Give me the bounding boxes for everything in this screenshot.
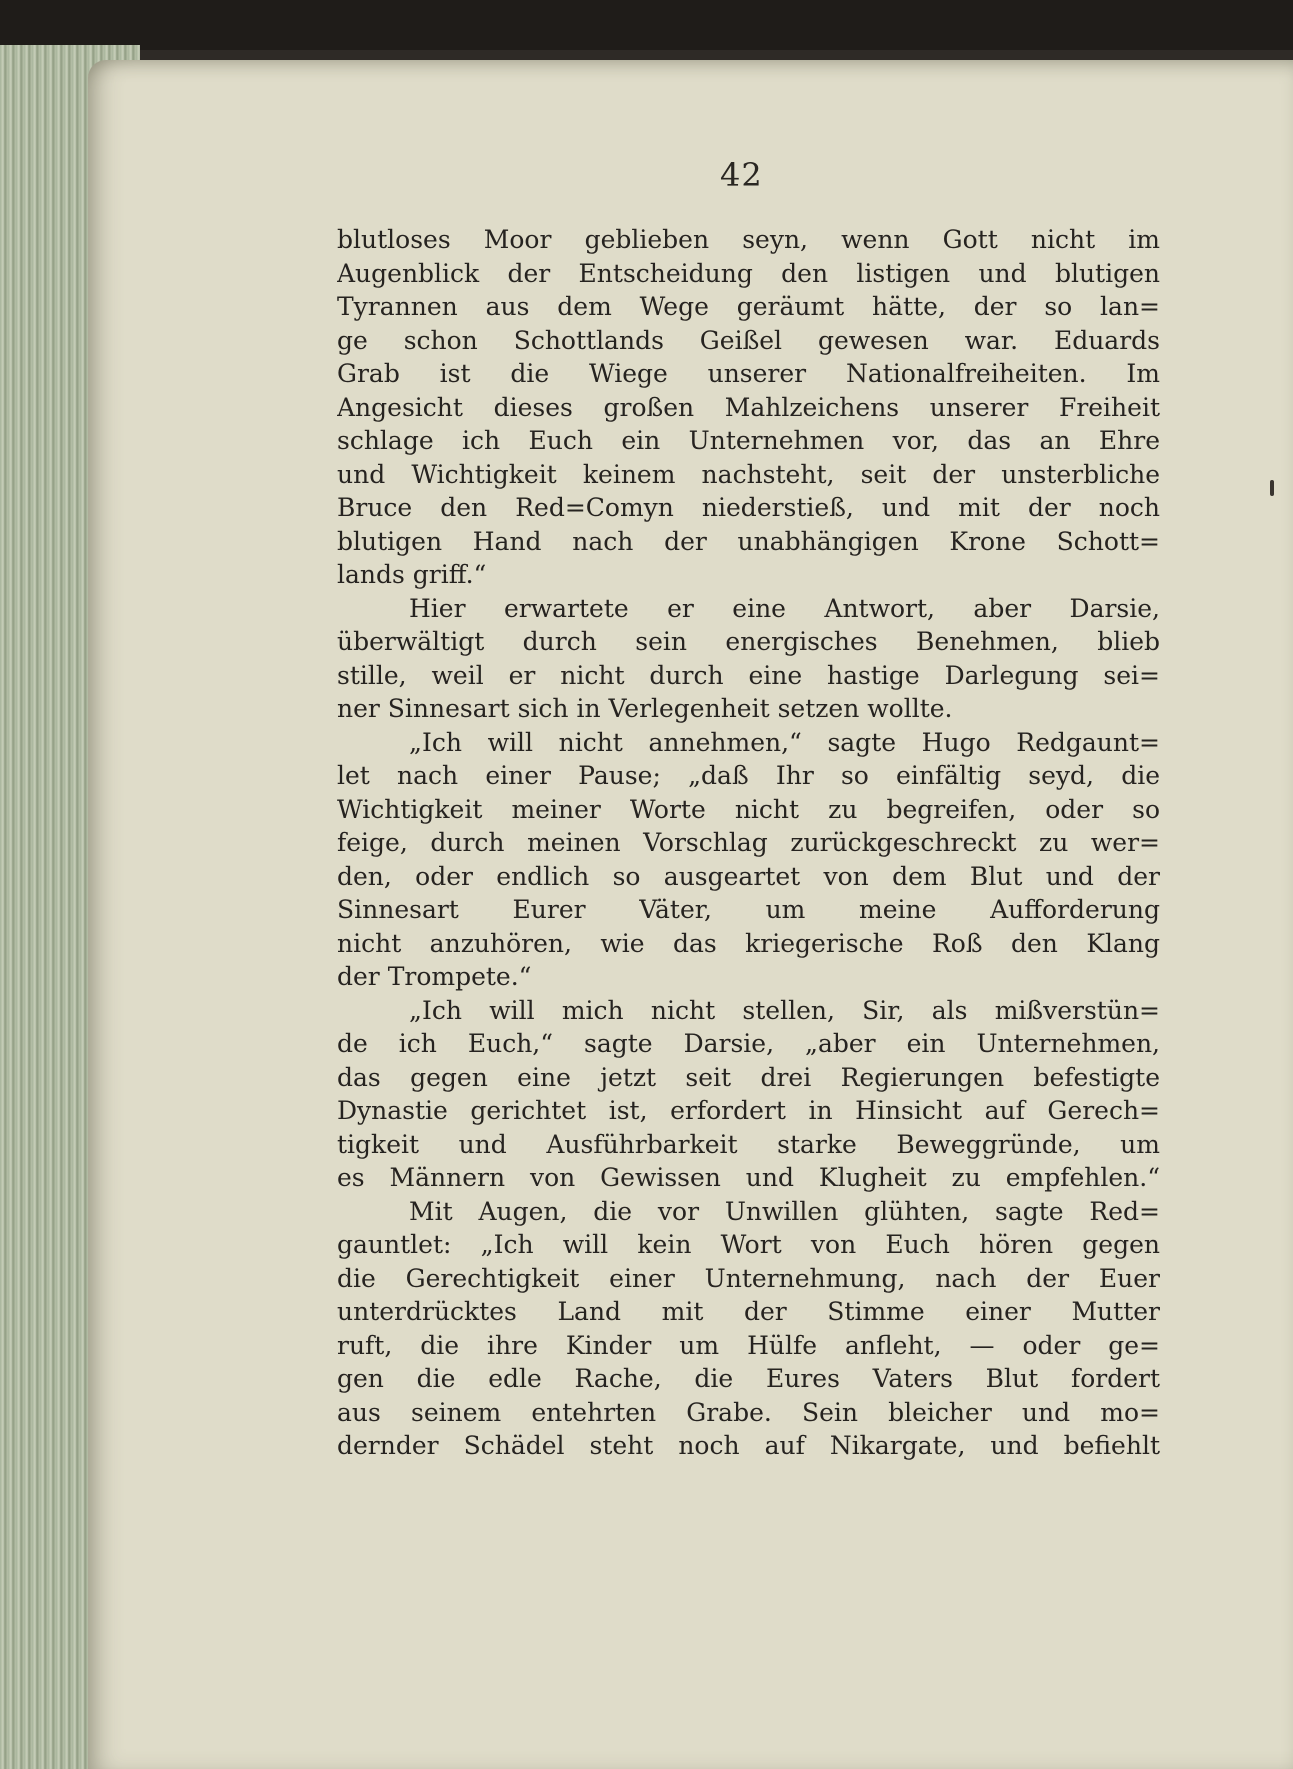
- text-line: blutloses Moor geblieben seyn, wenn Gott nicht im: [337, 225, 1160, 254]
- text-line: das gegen eine jetzt seit drei Regierungen befestigte: [337, 1062, 1160, 1092]
- text-line: Sinnesart Eurer Väter, um meine Aufforderung: [337, 895, 1160, 924]
- text-line: blutigen Hand nach der unabhängigen Krone Schott=: [337, 526, 1160, 556]
- text-line: unterdrücktes Land mit der Stimme einer Mutter: [337, 1297, 1160, 1326]
- text-line: tigkeit und Ausführbarkeit starke Beweggründe, um: [337, 1129, 1160, 1159]
- text-line: der Trompete.“: [337, 962, 532, 991]
- page-edge-mark: [1270, 480, 1274, 496]
- text-line: Mit Augen, die vor Unwillen glühten, sagte Red=: [409, 1196, 1160, 1226]
- text-line: feige, durch meinen Vorschlag zurückgeschreckt zu wer=: [337, 828, 1160, 857]
- text-line: die Gerechtigkeit einer Unternehmung, nach der Euer: [337, 1263, 1160, 1293]
- text-line: ge schon Schottlands Geißel gewesen war. Eduards: [337, 325, 1160, 355]
- text-line: ruft, die ihre Kinder um Hülfe anfleht, — oder ge=: [337, 1330, 1160, 1360]
- text-line: Dynastie gerichtet ist, erfordert in Hinsicht auf Gerech=: [337, 1096, 1160, 1125]
- text-line: let nach einer Pause; „daß Ihr so einfältig seyd, die: [337, 761, 1160, 790]
- text-line: überwältigt durch sein energisches Benehmen, blieb: [337, 627, 1160, 656]
- text-line: gauntlet: „Ich will kein Wort von Euch hören gegen: [337, 1230, 1160, 1259]
- text-line: lands griff.“: [337, 560, 487, 589]
- text-line: Angesicht dieses großen Mahlzeichens unserer Freiheit: [337, 392, 1160, 422]
- text-line: und Wichtigkeit keinem nachsteht, seit der unsterbliche: [337, 459, 1160, 489]
- text-line: ner Sinnesart sich in Verlegenheit setzen wollte.: [337, 694, 953, 723]
- page-text-block: [337, 223, 1160, 1463]
- text-line: Tyrannen aus dem Wege geräumt hätte, der so lan=: [337, 292, 1160, 321]
- text-line: gen die edle Rache, die Eures Vaters Blut fordert: [337, 1364, 1160, 1393]
- book-cover-top: [0, 0, 1293, 50]
- text-line: „Ich will mich nicht stellen, Sir, als mißverstün=: [409, 995, 1160, 1025]
- text-line: nicht anzuhören, wie das kriegerische Roß den Klang: [337, 928, 1160, 958]
- text-line: dernder Schädel steht noch auf Nikargate, und befiehlt: [337, 1431, 1160, 1460]
- text-line: den, oder endlich so ausgeartet von dem Blut und der: [337, 861, 1160, 891]
- text-line: aus seinem entehrten Grabe. Sein bleicher und mo=: [337, 1397, 1160, 1427]
- text-line: Grab ist die Wiege unserer Nationalfreiheiten. Im: [337, 359, 1160, 388]
- text-line: Bruce den Red=Comyn niederstieß, und mit der noch: [337, 493, 1160, 522]
- text-line: „Ich will nicht annehmen,“ sagte Hugo Redgaunt=: [409, 727, 1160, 757]
- text-line: Wichtigkeit meiner Worte nicht zu begreifen, oder so: [337, 794, 1160, 824]
- text-line: Hier erwartete er eine Antwort, aber Darsie,: [409, 593, 1160, 623]
- text-line: es Männern von Gewissen und Klugheit zu empfehlen.“: [337, 1163, 1160, 1192]
- text-line: Augenblick der Entscheidung den listigen und blutigen: [337, 258, 1160, 288]
- page-number: 42: [720, 156, 763, 194]
- text-line: de ich Euch,“ sagte Darsie, „aber ein Unternehmen,: [337, 1029, 1160, 1058]
- text-line: stille, weil er nicht durch eine hastige Darlegung sei=: [337, 660, 1160, 690]
- text-line: schlage ich Euch ein Unternehmen vor, das an Ehre: [337, 426, 1160, 455]
